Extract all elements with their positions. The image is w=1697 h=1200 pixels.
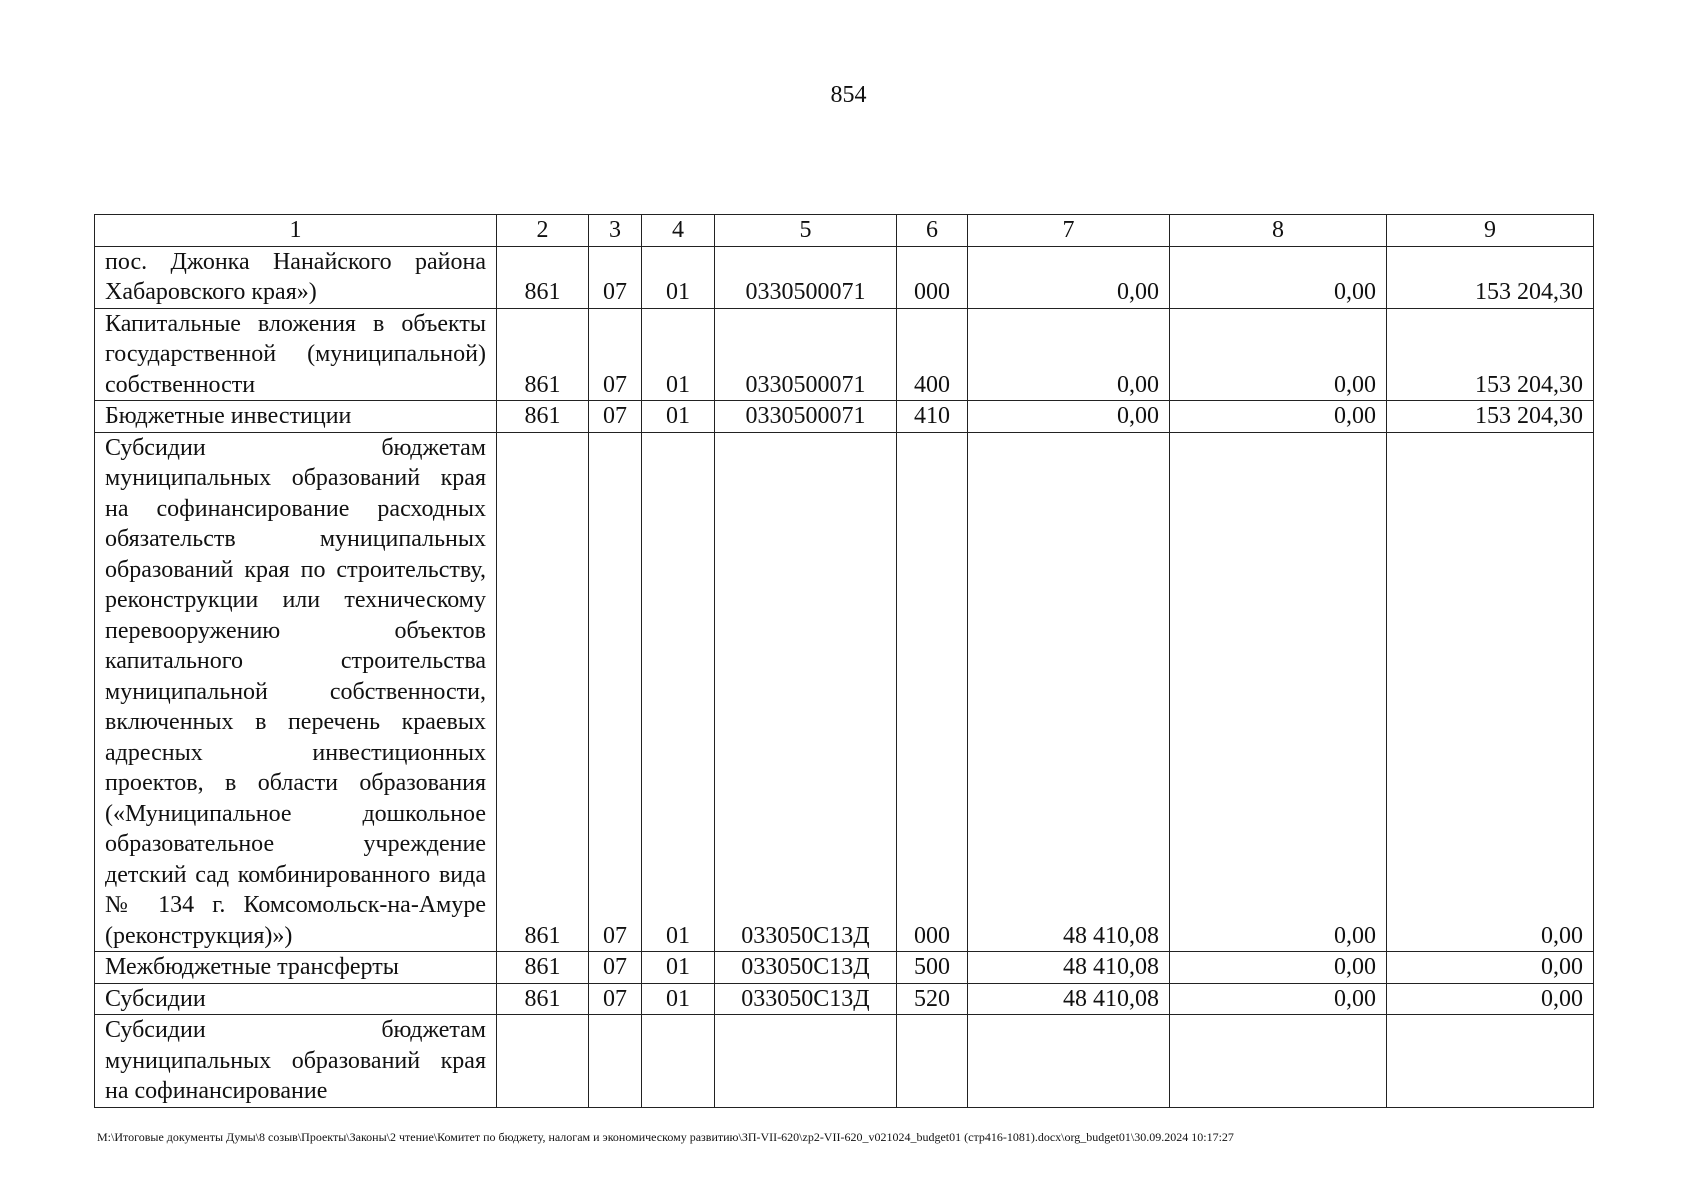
cell-amount-col7: 0,00 [968,246,1170,308]
cell-target-article: 033050С13Д [715,983,897,1015]
cell-amount-col8: 0,00 [1170,432,1387,952]
cell-ministry-code: 861 [497,983,589,1015]
row-description: Межбюджетные трансферты [95,952,497,984]
cell-expense-type: 000 [897,246,968,308]
cell-subsection: 01 [642,308,715,401]
cell-ministry-code: 861 [497,952,589,984]
table-row [95,401,1594,433]
cell-expense-type: 410 [897,401,968,433]
table-row [95,308,1594,401]
cell-amount-col7: 48 410,08 [968,983,1170,1015]
cell-amount-col7 [968,1015,1170,1108]
cell-amount-col9: 153 204,30 [1387,246,1594,308]
cell-expense-type: 520 [897,983,968,1015]
column-header: 4 [642,215,715,247]
cell-amount-col9: 0,00 [1387,952,1594,984]
cell-expense-type: 000 [897,432,968,952]
cell-amount-col9 [1387,1015,1594,1108]
cell-amount-col9: 153 204,30 [1387,401,1594,433]
table-row [95,952,1594,984]
row-description: Бюджетные инвестиции [95,401,497,433]
column-header: 2 [497,215,589,247]
cell-section: 07 [589,401,642,433]
cell-amount-col7: 48 410,08 [968,432,1170,952]
budget-table [94,214,1594,1108]
column-header: 6 [897,215,968,247]
cell-target-article: 0330500071 [715,401,897,433]
cell-section: 07 [589,432,642,952]
cell-expense-type: 500 [897,952,968,984]
document-file-path: M:\Итоговые документы Думы\8 созыв\Проекты\Законы\2 чтение\Комитет по бюджету, налогам и экономическому развитию\ЗП-VII-620\zp2-VII-620_v021024_budget01 (стр416-1081).docx\org_budget01\30.09.2024 10:17:27 [97,1130,1234,1144]
cell-subsection: 01 [642,983,715,1015]
cell-ministry-code [497,1015,589,1108]
column-header: 7 [968,215,1170,247]
cell-amount-col8 [1170,1015,1387,1108]
cell-amount-col8: 0,00 [1170,308,1387,401]
cell-subsection: 01 [642,246,715,308]
page-number: 854 [830,82,867,108]
column-header: 9 [1387,215,1594,247]
cell-amount-col7: 0,00 [968,401,1170,433]
cell-amount-col8: 0,00 [1170,983,1387,1015]
cell-section: 07 [589,308,642,401]
row-description: пос. Джонка Нанайского района Хабаровского края») [95,246,497,308]
column-header: 5 [715,215,897,247]
cell-subsection: 01 [642,432,715,952]
row-description: Капитальные вложения в объекты государственной (муниципальной) собственности [95,308,497,401]
cell-amount-col7: 0,00 [968,308,1170,401]
column-header: 1 [95,215,497,247]
row-description: Субсидии бюджетам муниципальных образований края на софинансирование [95,1015,497,1108]
cell-target-article [715,1015,897,1108]
cell-section: 07 [589,246,642,308]
table-row [95,432,1594,952]
cell-ministry-code: 861 [497,246,589,308]
cell-target-article: 0330500071 [715,308,897,401]
cell-section: 07 [589,983,642,1015]
cell-amount-col8: 0,00 [1170,246,1387,308]
table-header-row [95,215,1594,247]
cell-expense-type: 400 [897,308,968,401]
cell-ministry-code: 861 [497,308,589,401]
cell-subsection [642,1015,715,1108]
cell-amount-col9: 0,00 [1387,432,1594,952]
cell-amount-col9: 153 204,30 [1387,308,1594,401]
cell-section [589,1015,642,1108]
cell-target-article: 033050С13Д [715,952,897,984]
row-description: Субсидии [95,983,497,1015]
row-description: Субсидии бюджетам муниципальных образований края на софинансирование расходных обязательств муниципальных образований края по строительству, реконструкции или техническому перевооружению объектов капитального строительства муниципальной собственности, включенных в перечень краевых адресных инвестиционных проектов, в области образования («Муниципальное дошкольное образовательное учреждение детский сад комбинированного вида № 134 г. Комсомольск-на-Амуре (реконструкция)») [95,432,497,952]
cell-target-article: 0330500071 [715,246,897,308]
table-row [95,1015,1594,1108]
table-row [95,246,1594,308]
cell-expense-type [897,1015,968,1108]
cell-amount-col9: 0,00 [1387,983,1594,1015]
cell-amount-col8: 0,00 [1170,952,1387,984]
cell-ministry-code: 861 [497,432,589,952]
cell-subsection: 01 [642,952,715,984]
column-header: 3 [589,215,642,247]
cell-amount-col7: 48 410,08 [968,952,1170,984]
cell-target-article: 033050С13Д [715,432,897,952]
cell-ministry-code: 861 [497,401,589,433]
cell-amount-col8: 0,00 [1170,401,1387,433]
cell-section: 07 [589,952,642,984]
column-header: 8 [1170,215,1387,247]
table-row [95,983,1594,1015]
cell-subsection: 01 [642,401,715,433]
